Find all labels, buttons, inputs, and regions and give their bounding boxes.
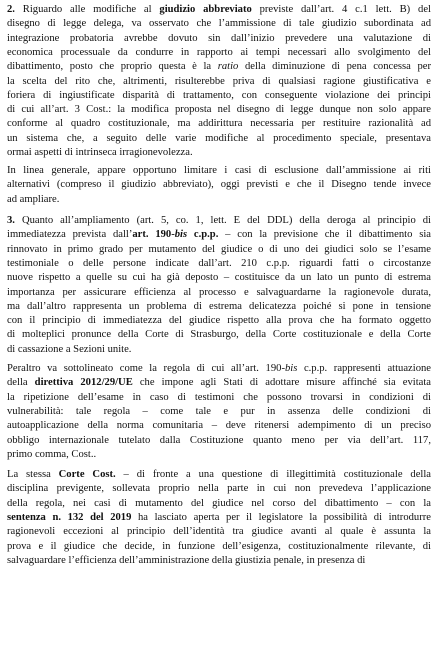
text-run: art. 190- xyxy=(132,229,175,241)
text-run: bis xyxy=(174,229,188,241)
text-run: della diminuzione di pena concessa per xyxy=(238,61,431,73)
text-run: obbligo internazionale tutelato dalla Costituzione quanto meno per via dell’art. 117, xyxy=(7,434,431,446)
text-run: integrazione probatoria avrebbe dovuto sin dall’inizio prevedere una valutazione di xyxy=(7,32,431,44)
text-line xyxy=(7,3,431,17)
text-line xyxy=(7,405,431,419)
text-run: La stessa xyxy=(7,469,59,480)
text-run: disciplina previgente, sollevata proprio nella parte in cui non prevedeva l’applicazione xyxy=(7,483,431,495)
text-run: c.p.p. xyxy=(187,229,219,241)
text-line xyxy=(7,257,431,271)
text-line xyxy=(7,511,431,525)
text-run: della xyxy=(7,377,35,389)
text-line xyxy=(7,391,431,405)
text-run: Riguardo alle modifiche al xyxy=(14,4,160,15)
text-run: con il principio di immediatezza del giudice rispetto alla prova che ha formato oggetto xyxy=(7,315,431,327)
text-run: di cui all’art. 3 Cost.: la modifica proposta nel disegno di legge dunque non solo appare xyxy=(7,104,431,116)
text-run: direttiva 2012/29/UE xyxy=(34,377,133,389)
text-line xyxy=(7,146,431,160)
text-run: sentenza n. 132 del 2019 xyxy=(7,511,132,523)
text-run: disegno di legge delega, va osservato che l’ammissione di tale giudizio subordinata ad xyxy=(7,18,431,30)
text-line xyxy=(7,243,431,257)
text-run: ma dall’altro rappresenta un problema di estrema delicatezza poiché si pone in tensione xyxy=(7,300,431,312)
text-run: In linea generale, appare opportuno limitare i casi di esclusione dall’ammissione ai riti xyxy=(7,165,431,176)
text-line xyxy=(7,300,431,314)
text-run: 2. xyxy=(7,4,15,15)
text-run: dibattimento, posto che proprio questa è la xyxy=(7,61,218,73)
text-line xyxy=(7,362,431,376)
text-line xyxy=(7,497,431,511)
text-run: immediatezza prevista dall’ xyxy=(7,229,133,241)
text-run: conforme al quadro costituzionale, ma addirittura necessaria per restituire razionalità ad xyxy=(7,118,431,130)
text-run: primo comma, Cost.. xyxy=(7,448,97,460)
text-line xyxy=(7,434,431,448)
text-line xyxy=(7,328,431,342)
text-run: salvaguardare l’efficienza dell’amministrazione della giustizia penale, in presenza di xyxy=(7,554,366,566)
text-line xyxy=(7,286,431,300)
text-run: ragionevoli eccezioni al principio dell’identità tra giudice avanti al quale è assunta la xyxy=(7,526,431,538)
text-line xyxy=(7,343,431,357)
text-run: giudizio abbreviato xyxy=(159,4,252,15)
text-run: ad ampliare. xyxy=(7,193,60,205)
text-run: previste dall’art. 4 c.1 lett. B) del xyxy=(251,4,431,15)
text-run: un sistema che, a seguito delle varie modifiche al procedimento speciale, presentava xyxy=(7,132,431,144)
text-run: economica processuale da condurre in rapporto ai tempi necessari allo svolgimento del xyxy=(7,46,431,58)
text-run: ormai aspetti di intrinseca irragionevolezza. xyxy=(7,147,193,158)
text-line xyxy=(7,540,431,554)
text-run: – di fronte a una questione di illegittimità costituzionale della xyxy=(115,469,431,480)
text-line xyxy=(7,448,431,462)
text-line xyxy=(7,89,431,103)
text-run: di cassazione a Sezioni unite. xyxy=(7,343,132,355)
text-run: di molteplici pronunce della Corte di Strasburgo, della Corte costituzionale e della Corte xyxy=(7,329,431,341)
text-run: ha lasciato aperta per il legislatore la possibilità di introdurre xyxy=(131,511,431,523)
text-line xyxy=(7,164,431,178)
text-line xyxy=(7,17,431,31)
text-line xyxy=(7,75,431,89)
text-line xyxy=(7,468,431,482)
text-run: Peraltro va sottolineato come la regola di cui all’art. 190- xyxy=(7,363,285,374)
text-run: ratio xyxy=(217,61,239,73)
text-run: la scelta del rito che, altrimenti, risulterebbe priva di qualsiasi ragione giustificativa e xyxy=(7,75,431,87)
text-run: importanza per assicurare efficienza al processo e salvaguardarne la ragionevole durata, xyxy=(7,286,431,298)
text-run: alternativi (compreso il giudizio abbreviato), oggi previsti e che il Disegno tende invece xyxy=(7,179,431,191)
text-line xyxy=(7,32,431,46)
text-run: 3. xyxy=(7,215,15,226)
text-run: la ripetizione dell’esame in caso di testimoni che possono trovarsi in condizioni di xyxy=(7,391,431,403)
text-line xyxy=(7,419,431,433)
text-run: – con la previsione che il dibattimento sia xyxy=(218,229,431,241)
text-run: bis xyxy=(284,363,298,374)
text-run: rinnovato in primo grado per mutamento del giudice o di uno dei giudici solo se l’esame xyxy=(7,243,431,255)
text-run: della regola, nei casi di mutamento del giudice nel corso del dibattimento – con la xyxy=(7,497,431,509)
text-line xyxy=(7,193,431,207)
text-line xyxy=(7,525,431,539)
text-line xyxy=(7,117,431,131)
text-run: foriera di ingiustificate disparità di trattamento, con conseguente violazione dei principi xyxy=(7,89,431,101)
text-line xyxy=(7,271,431,285)
text-line xyxy=(7,376,431,390)
text-run: c.p.p. rappresenti attuazione xyxy=(297,363,431,374)
text-line xyxy=(7,228,431,242)
text-line xyxy=(7,60,431,74)
text-line xyxy=(7,214,431,228)
text-run: autoapplicazione della norma comunitaria – deve ritenersi adempimento di un preciso xyxy=(7,420,431,432)
text-run: nuove rispetto a quelle su cui ha già deposto – costituisce da un lato un punto di estrema xyxy=(7,272,431,284)
text-run: testimoniale o delle persone indicate dall’art. 210 c.p.p. riguardi fatti o circostanze xyxy=(7,257,431,269)
text-run: prova e il giudice che decide, in funzione dell’esigenza, costituzionalmente rilevante, di xyxy=(7,540,431,552)
text-line xyxy=(7,46,431,60)
text-line xyxy=(7,314,431,328)
text-line xyxy=(7,103,431,117)
text-run: Corte Cost. xyxy=(58,469,116,480)
text-line xyxy=(7,482,431,496)
text-run: che impone agli Stati di adottare misure affinché sia evitata xyxy=(132,377,431,389)
text-line xyxy=(7,132,431,146)
text-run: vulnerabilità: tale regola – come tale e pur in assenza delle condizioni di xyxy=(7,405,431,417)
text-run: Quanto all’ampliamento (art. 5, co. 1, lett. E del DDL) della deroga al principio di xyxy=(14,215,431,226)
text-line xyxy=(7,178,431,192)
text-line xyxy=(7,554,431,568)
